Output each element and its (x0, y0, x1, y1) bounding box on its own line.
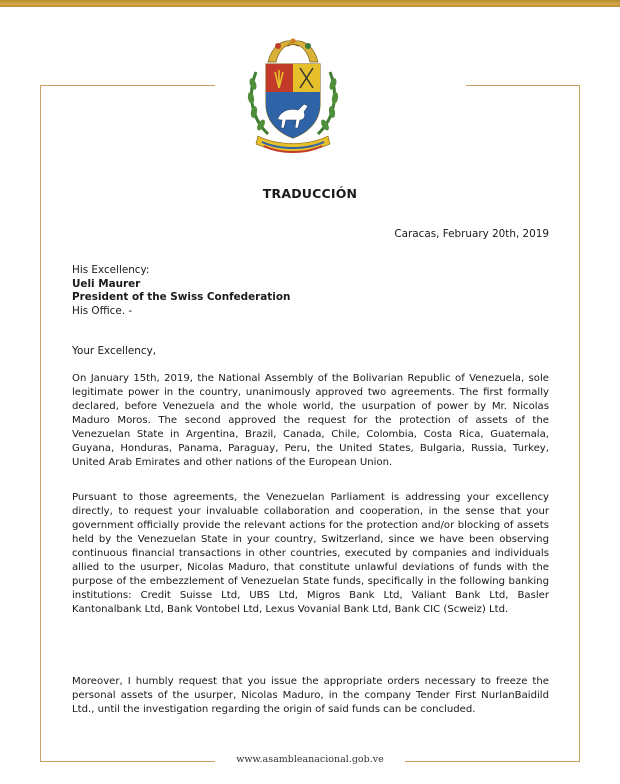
salutation: Your Excellency, (72, 345, 157, 357)
letter-date: Caracas, February 20th, 2019 (394, 228, 549, 240)
body-paragraph-3: Moreover, I humbly request that you issue the appropriate orders necessary to freeze the personal assets of the usurper, Nicolas Maduro, in the company Tender First NurlanBaidild Ltd., until the investigation regarding the origin of said funds can be concluded. (72, 676, 549, 715)
frame-border-top-right (466, 85, 580, 86)
addressee-position: President of the Swiss Confederation (72, 291, 291, 303)
frame-border-bottom-right (405, 761, 580, 762)
frame-border-bottom-left (40, 761, 215, 762)
addressee-block (72, 264, 290, 318)
document-title: TRADUCCIÓN (262, 186, 358, 201)
addressee-honorific: His Excellency: (72, 264, 150, 276)
addressee-name: Ueli Maurer (72, 277, 141, 290)
addressee-office: His Office. - (72, 304, 133, 317)
coat-of-arms-icon (238, 32, 348, 162)
body-paragraph-1: On January 15th, 2019, the National Assembly of the Bolivarian Republic of Venezuela, sole legitimate power in the country, unanimously approved two agreements. The first formally declared, before Venezuela and the whole world, the usurpation of power by Mr. Nicolas Maduro Moros. The second approved the request for the protection of assets of the Venezuelan State in Argentina, Brazil, Canada, Chile, Colombia, Costa Rica, Guatemala, Guyana, Honduras, Panama, Paraguay, Peru, the United States, Bulgaria, Russia, Turkey, United Arab Emirates and other nations of the European Union. (72, 373, 549, 468)
top-gold-bar (0, 0, 620, 7)
frame-border-top-left (40, 85, 215, 86)
footer-website: www.asambleanacional.gob.ve (236, 754, 384, 765)
body-paragraph-2: Pursuant to those agreements, the Venezuelan Parliament is addressing your excellency directly, to request your invaluable collaboration and cooperation, in the sense that your government officially provide the relevant actions for the protection and/or blocking of assets held by the Venezuelan State in your country, Switzerland, since we have been observing continuous financial transactions in other countries, executed by companies and individuals allied to the usurper, Nicolas Maduro, that constitute unlawful deviations of funds with the purpose of the embezzlement of Venezuelan State funds, specifically in the following banking institutions: Credit Suisse Ltd, UBS Ltd, Migros Bank Ltd, Valiant Bank Ltd, Basler Kantonalbank Ltd, Bank Vontobel Ltd, Lexus Vovanial Bank Ltd, Bank CIC (Scweiz) Ltd. (72, 492, 549, 615)
